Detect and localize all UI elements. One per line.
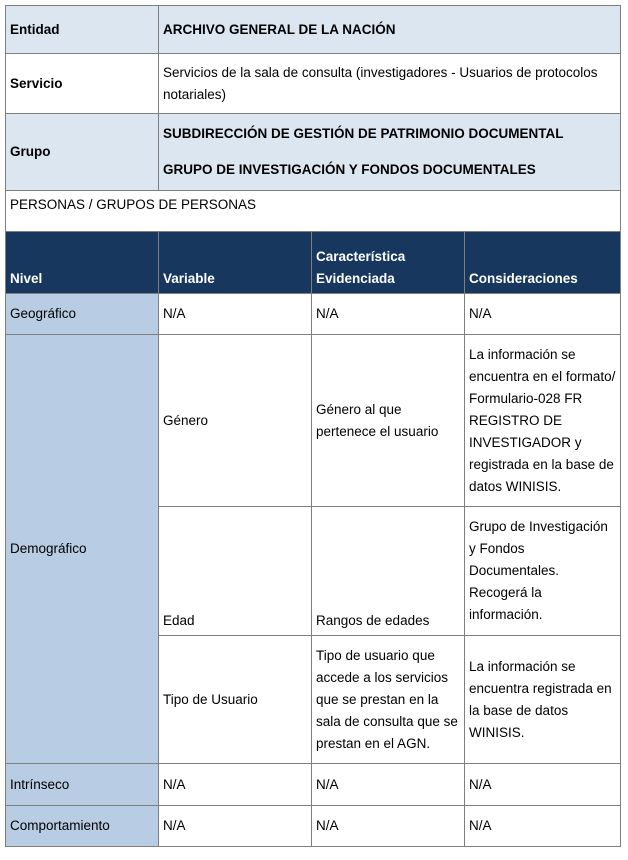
nivel-cell: Intrínseco	[6, 764, 159, 806]
section-title-row	[6, 191, 621, 232]
consideraciones-cell: N/A	[465, 806, 621, 847]
consideraciones-cell: La información se encuentra registrada en la base de datos WINISIS.	[465, 636, 621, 764]
grupo-value	[159, 114, 621, 191]
caracteristica-cell: Rangos de edades	[312, 507, 465, 636]
section-title: PERSONAS / GRUPOS DE PERSONAS	[6, 191, 621, 232]
header-variable: Variable	[159, 232, 312, 294]
variable-cell: Edad	[159, 507, 312, 636]
entidad-row	[6, 6, 621, 54]
grupo-row	[6, 114, 621, 191]
table-row	[6, 335, 621, 507]
table-row	[6, 806, 621, 847]
nivel-cell: Demográfico	[6, 335, 159, 764]
table-row	[6, 294, 621, 335]
variable-cell: N/A	[159, 764, 312, 806]
entidad-label: Entidad	[6, 6, 159, 54]
nivel-cell: Comportamiento	[6, 806, 159, 847]
servicio-row	[6, 54, 621, 114]
entidad-value: ARCHIVO GENERAL DE LA NACIÓN	[159, 6, 621, 54]
header-nivel: Nivel	[6, 232, 159, 294]
variable-cell: N/A	[159, 294, 312, 335]
variable-cell: Género	[159, 335, 312, 507]
nivel-cell: Geográfico	[6, 294, 159, 335]
variable-cell: Tipo de Usuario	[159, 636, 312, 764]
characterization-table	[5, 5, 621, 847]
grupo-label: Grupo	[6, 114, 159, 191]
servicio-value: Servicios de la sala de consulta (investigadores - Usuarios de protocolos notariales)	[159, 54, 621, 114]
variable-cell: N/A	[159, 806, 312, 847]
caracteristica-cell: N/A	[312, 294, 465, 335]
caracteristica-cell: N/A	[312, 764, 465, 806]
consideraciones-cell: N/A	[465, 764, 621, 806]
consideraciones-cell: N/A	[465, 294, 621, 335]
header-consideraciones: Consideraciones	[465, 232, 621, 294]
consideraciones-cell: La información se encuentra en el formato/ Formulario-028 FR REGISTRO DE INVESTIGADOR y registrada en la base de datos WINISIS.	[465, 335, 621, 507]
grupo-line-2: GRUPO DE INVESTIGACIÓN Y FONDOS DOCUMENTALES	[163, 162, 536, 177]
caracteristica-cell: Tipo de usuario que accede a los servicios que se prestan en la sala de consulta que se prestan en el AGN.	[312, 636, 465, 764]
caracteristica-cell: Género al que pertenece el usuario	[312, 335, 465, 507]
caracteristica-cell: N/A	[312, 806, 465, 847]
header-row	[6, 232, 621, 294]
table-row	[6, 764, 621, 806]
consideraciones-cell: Grupo de Investigación y Fondos Documentales. Recogerá la información.	[465, 507, 621, 636]
servicio-label: Servicio	[6, 54, 159, 114]
grupo-line-1: SUBDIRECCIÓN DE GESTIÓN DE PATRIMONIO DOCUMENTAL	[163, 126, 564, 141]
header-caracteristica: Característica Evidenciada	[312, 232, 465, 294]
